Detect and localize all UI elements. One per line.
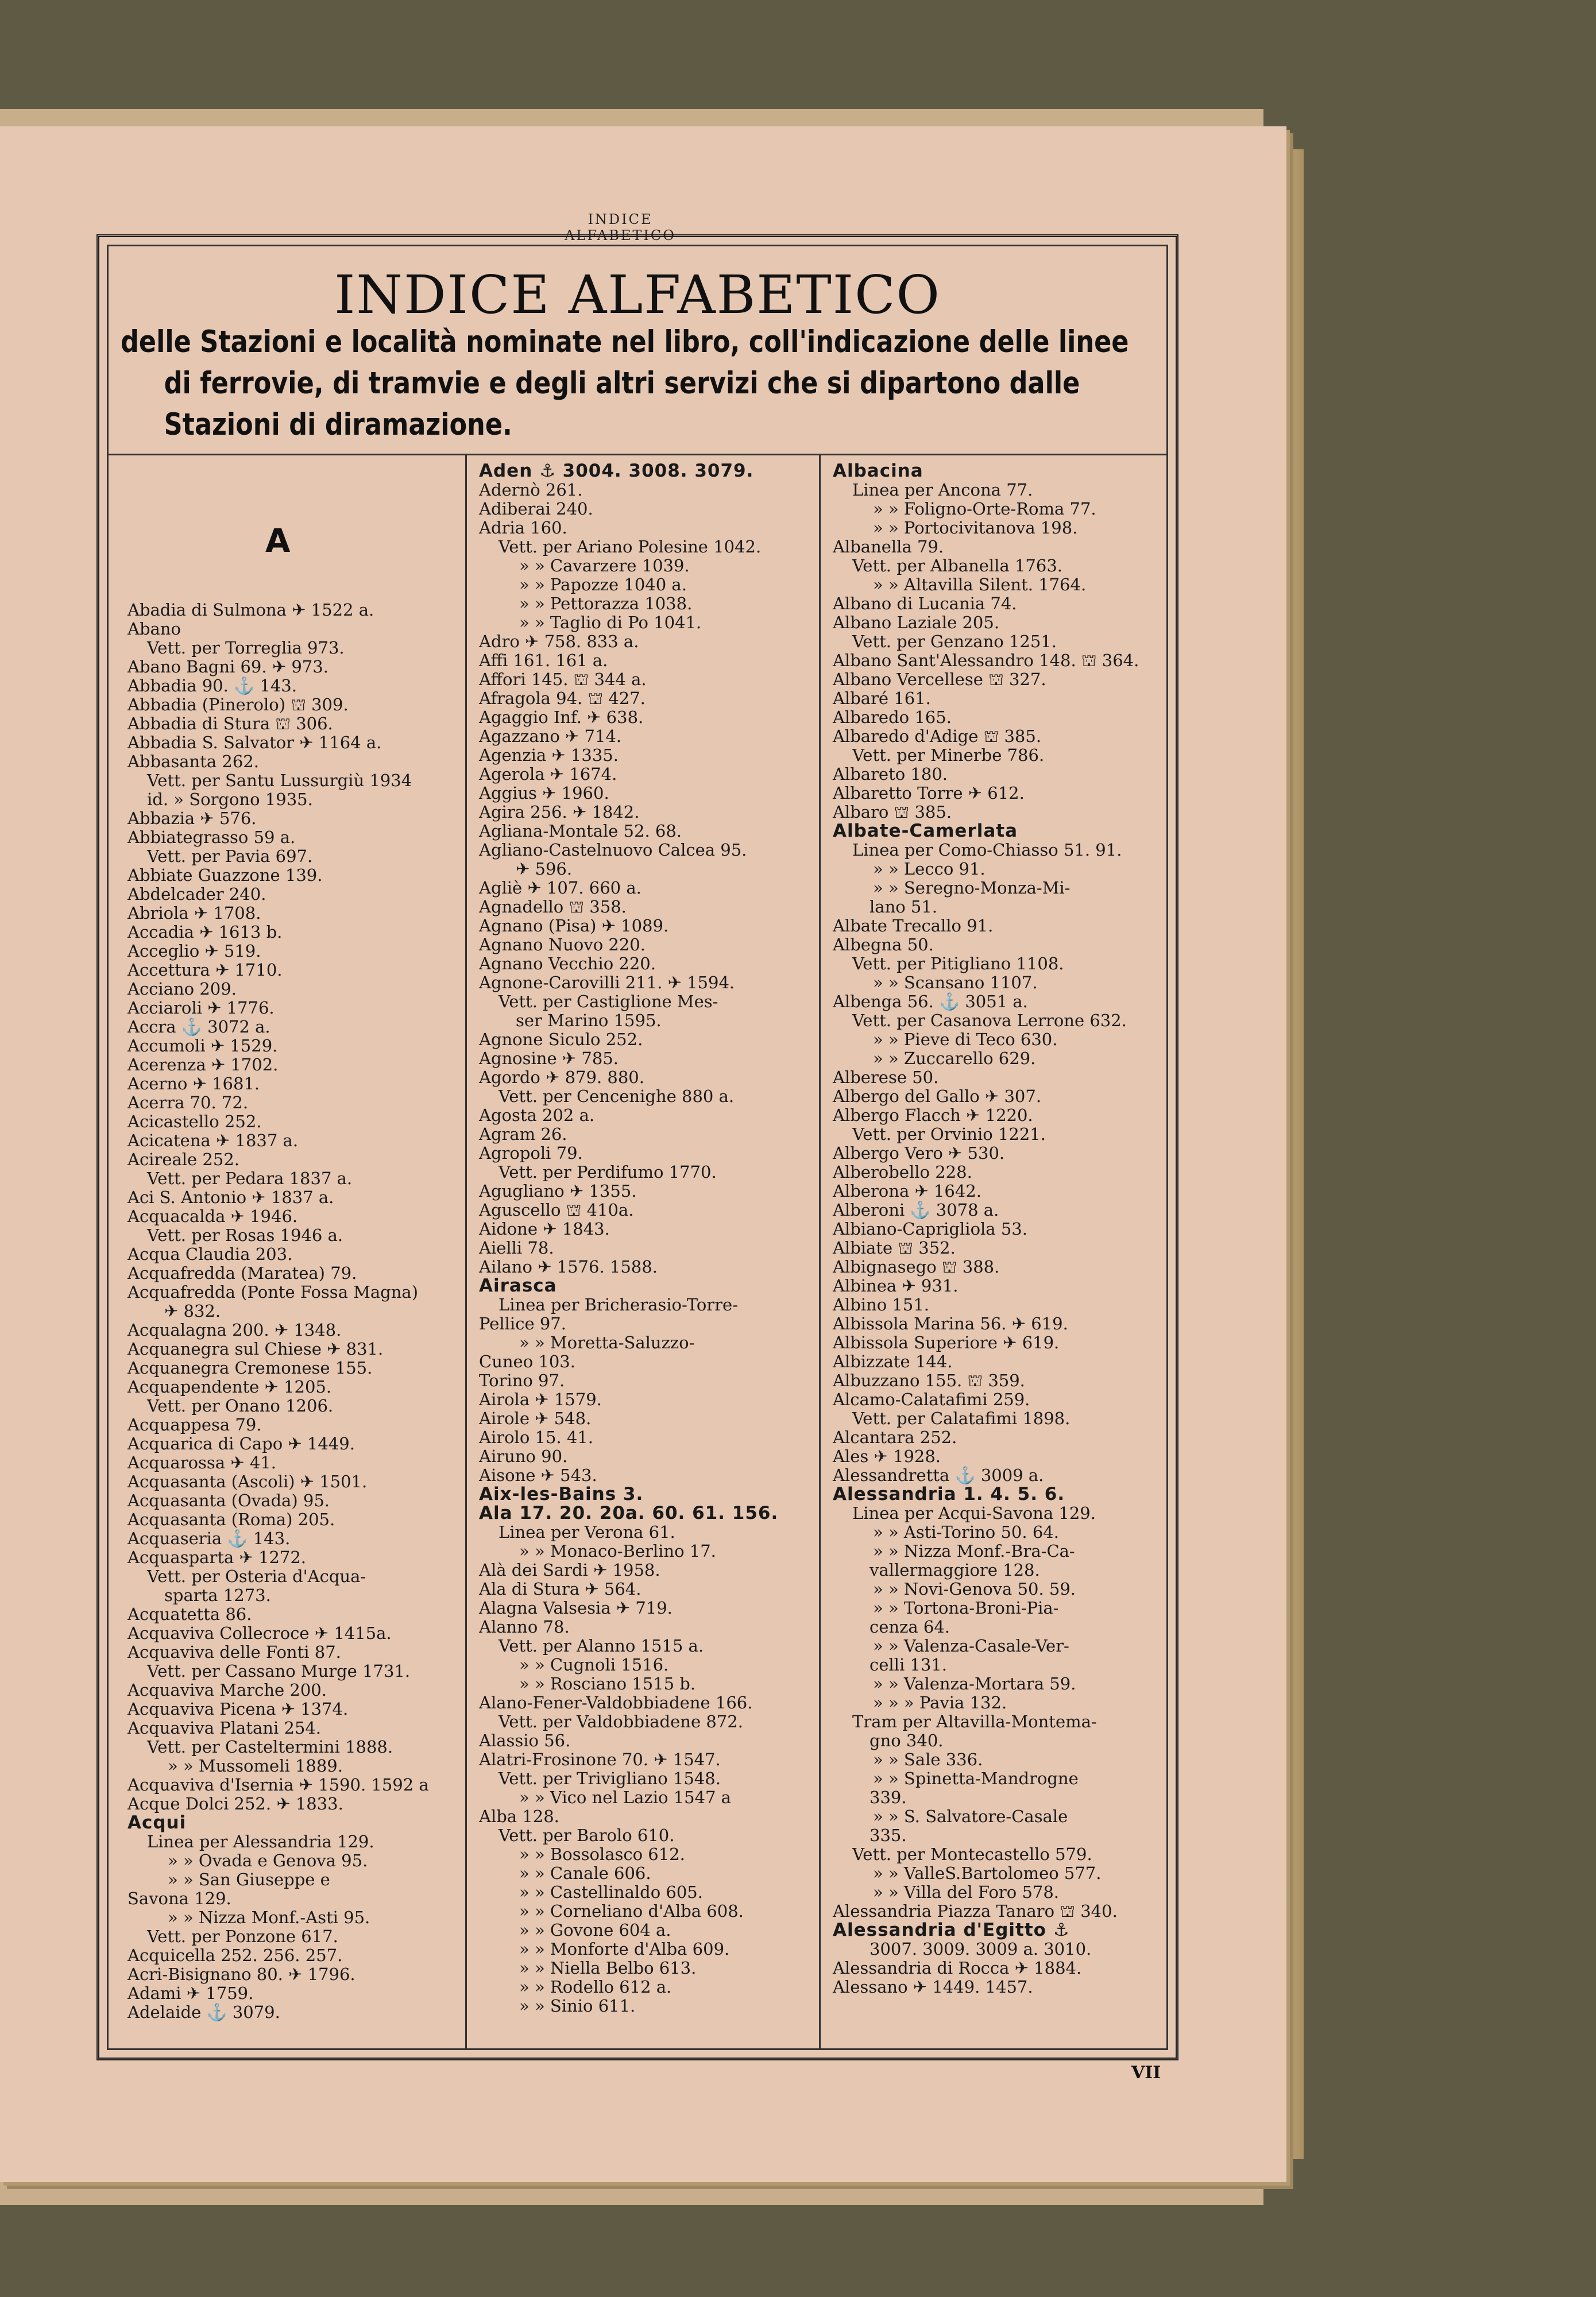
header-rule — [107, 454, 1168, 455]
index-entry: 335. — [870, 1826, 907, 1845]
index-entry: Vett. per Ponzone 617. — [147, 1927, 338, 1946]
running-head: INDICE ALFABETICO — [565, 211, 676, 243]
index-entry: Acquaviva Platani 254. — [127, 1718, 322, 1738]
subtitle-line-2: di ferrovie, di tramvie e degli altri servizi che si dipartono dalle — [164, 366, 1080, 401]
index-entry: » » Govone 604 a. — [519, 1920, 671, 1940]
index-entry: Acquasanta (Ovada) 95. — [127, 1491, 330, 1510]
index-entry: » » S. Salvatore-Casale — [873, 1807, 1068, 1826]
index-entry: Agnano Nuovo 220. — [479, 935, 646, 954]
index-entry: Albino 151. — [833, 1295, 929, 1314]
index-entry: Agliana-Montale 52. 68. — [479, 821, 682, 841]
index-entry: Linea per Verona 61. — [498, 1522, 675, 1542]
index-entry: Vett. per Pitigliano 1108. — [852, 954, 1064, 973]
index-entry: Abano — [127, 619, 181, 639]
index-entry: Acque Dolci 252. ✈ 1833. — [127, 1794, 343, 1813]
index-entry: Adro ✈ 758. 833 a. — [479, 632, 639, 651]
index-entry: Agram 26. — [479, 1124, 567, 1144]
index-entry: Linea per Como-Chiasso 51. 91. — [852, 840, 1122, 860]
index-entry: » » Lecco 91. — [873, 859, 986, 879]
index-entry: Savona 129. — [127, 1889, 231, 1908]
index-entry: Aisone ✈ 543. — [479, 1465, 597, 1485]
index-entry: Airola ✈ 1579. — [479, 1390, 602, 1409]
index-entry: Acquaviva Marche 200. — [127, 1680, 327, 1700]
index-entry: Vett. per Torreglia 973. — [147, 638, 345, 658]
index-entry: gno 340. — [870, 1731, 944, 1750]
index-entry: Adria 160. — [479, 518, 567, 537]
index-entry: Acquafredda (Maratea) 79. — [127, 1263, 357, 1283]
index-entry: Vett. per Cassano Murge 1731. — [147, 1661, 411, 1681]
index-entry: Vett. per Casteltermini 1888. — [147, 1737, 393, 1757]
index-entry: Accra ⚓ 3072 a. — [127, 1017, 270, 1037]
index-entry: Albegna 50. — [833, 935, 934, 954]
page-number: VII — [1131, 2063, 1161, 2083]
index-entry: Albignasego ⛫ 388. — [833, 1257, 1000, 1277]
index-entry: Alberobello 228. — [833, 1162, 972, 1182]
index-entry: Acceglio ✈ 519. — [127, 941, 261, 961]
index-entry: Acquaseria ⚓ 143. — [127, 1529, 291, 1548]
index-entry: » » Canale 606. — [519, 1863, 651, 1883]
page-subtitle — [121, 322, 1172, 446]
index-entry: » » Rosciano 1515 b. — [519, 1674, 696, 1693]
index-entry: Agosta 202 a. — [479, 1105, 595, 1125]
index-entry: Abbadia (Pinerolo) ⛫ 309. — [127, 695, 349, 714]
index-entry: » » Scansano 1107. — [873, 973, 1038, 992]
index-entry: Alessandria Piazza Tanaro ⛫ 340. — [833, 1901, 1118, 1921]
subtitle-line-1: delle Stazioni e località nominate nel libro, coll'indicazione delle linee — [121, 324, 1129, 359]
index-entry: Albissola Superiore ✈ 619. — [833, 1333, 1060, 1352]
index-entry: 339. — [870, 1788, 907, 1807]
index-entry: Alba 128. — [479, 1807, 559, 1826]
index-entry: lano 51. — [870, 897, 938, 917]
index-entry: » » Corneliano d'Alba 608. — [519, 1901, 744, 1921]
index-entry: Acquafredda (Ponte Fossa Magna) — [127, 1282, 419, 1302]
index-entry: Abadia di Sulmona ✈ 1522 a. — [127, 600, 374, 620]
index-entry: Albano Sant'Alessandro 148. ⛫ 364. — [833, 651, 1139, 670]
index-entry: » » Rodello 612 a. — [519, 1977, 672, 1997]
index-entry: Albiate ⛫ 352. — [833, 1238, 956, 1258]
index-entry: Ailano ✈ 1576. 1588. — [479, 1257, 658, 1277]
index-entry: Acquanegra sul Chiese ✈ 831. — [127, 1339, 384, 1359]
index-entry: » » Valenza-Casale-Ver- — [873, 1636, 1069, 1656]
index-entry: Albaredo d'Adige ⛫ 385. — [833, 726, 1042, 746]
index-entry: Agerola ✈ 1674. — [479, 764, 617, 784]
index-entry: Vett. per Barolo 610. — [498, 1826, 675, 1845]
index-entry: Acerno ✈ 1681. — [127, 1074, 260, 1093]
index-entry: Acquappesa 79. — [127, 1415, 262, 1434]
index-column-1 — [127, 601, 461, 2022]
index-entry: Cuneo 103. — [479, 1352, 575, 1371]
index-entry: Ales ✈ 1928. — [833, 1447, 941, 1466]
section-letter: A — [265, 523, 291, 560]
index-entry: » » Sale 336. — [873, 1750, 983, 1769]
index-entry: Alessandretta ⚓ 3009 a. — [833, 1465, 1044, 1485]
index-entry: Pellice 97. — [479, 1314, 566, 1333]
column-divider-2 — [819, 455, 821, 2050]
index-entry: Acqui — [127, 1812, 187, 1833]
index-entry: Vett. per Ariano Polesine 1042. — [498, 537, 762, 556]
index-entry: Alassio 56. — [479, 1731, 571, 1750]
index-entry: Torino 97. — [479, 1371, 565, 1390]
index-entry: Albareto 180. — [833, 764, 948, 784]
index-entry: Albaredo 165. — [833, 707, 952, 727]
index-entry: ser Marino 1595. — [516, 1011, 662, 1030]
index-entry: Acireale 252. — [127, 1150, 239, 1169]
index-entry: Aden ⚓ 3004. 3008. 3079. — [479, 461, 754, 481]
index-entry: Alà dei Sardi ✈ 1958. — [479, 1560, 660, 1580]
index-entry: Airuno 90. — [479, 1447, 568, 1466]
column-divider-1 — [465, 455, 467, 2050]
index-entry: Albissola Marina 56. ✈ 619. — [833, 1314, 1068, 1333]
index-entry: Agazzano ✈ 714. — [479, 726, 622, 746]
index-entry: Tram per Altavilla-Montema- — [852, 1712, 1097, 1731]
index-entry: » » Tortona-Broni-Pia- — [873, 1598, 1059, 1618]
index-entry: Agnone-Carovilli 211. ✈ 1594. — [479, 973, 735, 992]
index-entry: Affi 161. 161 a. — [479, 651, 608, 670]
index-entry: » » San Giuseppe e — [168, 1870, 330, 1889]
index-entry: vallermaggiore 128. — [870, 1560, 1040, 1580]
index-entry: Linea per Bricherasio-Torre- — [498, 1295, 738, 1314]
index-entry: » » Vico nel Lazio 1547 a — [519, 1788, 731, 1807]
index-entry: » » Ovada e Genova 95. — [168, 1851, 368, 1870]
index-entry: Linea per Ancona 77. — [852, 480, 1033, 500]
index-entry: Abbadia di Stura ⛫ 306. — [127, 714, 333, 733]
index-entry: » » Papozze 1040 a. — [519, 575, 687, 594]
index-entry: » » » Pavia 132. — [873, 1693, 1007, 1712]
index-entry: Vett. per Calatafimi 1898. — [852, 1409, 1071, 1428]
index-entry: Albacina — [833, 461, 923, 481]
index-entry: Acquasparta ✈ 1272. — [127, 1548, 307, 1567]
index-entry: Agenzia ✈ 1335. — [479, 745, 619, 765]
index-entry: Acerra 70. 72. — [127, 1093, 249, 1112]
index-entry: » » Sinio 611. — [519, 1996, 636, 2016]
index-entry: Agliè ✈ 107. 660 a. — [479, 878, 642, 898]
index-entry: Albano di Lucania 74. — [833, 594, 1017, 613]
index-entry: Vett. per Trivigliano 1548. — [498, 1769, 721, 1788]
index-entry: Acciano 209. — [127, 979, 237, 999]
index-entry: Acicatena ✈ 1837 a. — [127, 1131, 299, 1150]
index-entry: Albenga 56. ⚓ 3051 a. — [833, 992, 1028, 1011]
index-entry: ✈ 832. — [164, 1301, 221, 1321]
index-entry: Acquatetta 86. — [127, 1604, 252, 1624]
index-entry: Vett. per Pavia 697. — [147, 846, 313, 866]
index-entry: Acquarica di Capo ✈ 1449. — [127, 1434, 355, 1453]
index-entry: Alessandria 1. 4. 5. 6. — [833, 1484, 1065, 1505]
index-entry: Afragola 94. ⛫ 427. — [479, 689, 646, 708]
index-entry: Adernò 261. — [479, 480, 583, 500]
index-entry: Acquaviva d'Isernia ✈ 1590. 1592 a — [127, 1775, 429, 1795]
index-entry: Alessandria d'Egitto ⚓ — [833, 1920, 1070, 1940]
index-entry: Agira 256. ✈ 1842. — [479, 802, 640, 822]
page-title: INDICE ALFABETICO — [334, 264, 941, 326]
index-entry: Albano Vercellese ⛫ 327. — [833, 670, 1046, 689]
index-entry: Abdelcader 240. — [127, 884, 266, 904]
index-entry: Albano Laziale 205. — [833, 613, 1000, 632]
index-entry: » » Niella Belbo 613. — [519, 1958, 697, 1978]
index-entry: » » Villa del Foro 578. — [873, 1882, 1060, 1902]
index-entry: Acicastello 252. — [127, 1112, 262, 1131]
index-entry: Albergo Vero ✈ 530. — [833, 1143, 1005, 1163]
index-entry: Airasca — [479, 1275, 557, 1296]
index-entry: Vett. per Minerbe 786. — [852, 745, 1045, 765]
index-entry: Vett. per Alanno 1515 a. — [498, 1636, 704, 1656]
index-entry: Alatri-Frosinone 70. ✈ 1547. — [479, 1750, 721, 1769]
index-entry: Acerenza ✈ 1702. — [127, 1055, 279, 1074]
index-entry: Acquacalda ✈ 1946. — [127, 1206, 298, 1226]
index-entry: » » Seregno-Monza-Mi- — [873, 878, 1071, 898]
index-entry: Acquanegra Cremonese 155. — [127, 1358, 373, 1378]
index-entry: Acquaviva Picena ✈ 1374. — [127, 1699, 349, 1719]
index-entry: Acquarossa ✈ 41. — [127, 1453, 276, 1472]
index-entry: Acqua Claudia 203. — [127, 1244, 293, 1264]
index-entry: Abbazia ✈ 576. — [127, 809, 257, 828]
index-entry: Airole ✈ 548. — [479, 1409, 592, 1428]
index-entry: Abriola ✈ 1708. — [127, 903, 261, 923]
index-entry: Accadia ✈ 1613 b. — [127, 922, 283, 942]
index-entry: sparta 1273. — [164, 1586, 271, 1605]
index-entry: Vett. per Perdifumo 1770. — [498, 1162, 717, 1182]
index-entry: Adelaide ⚓ 3079. — [127, 2002, 280, 2022]
index-entry: Vett. per Albanella 1763. — [852, 556, 1062, 575]
index-entry: Vett. per Santu Lussurgiù 1934 — [147, 771, 412, 790]
index-entry: Albanella 79. — [833, 537, 944, 556]
index-entry: » » Nizza Monf.-Asti 95. — [168, 1908, 370, 1927]
index-entry: » » Taglio di Po 1041. — [519, 613, 702, 632]
index-entry: Vett. per Rosas 1946 a. — [147, 1225, 343, 1245]
index-entry: » » Bossolasco 612. — [519, 1844, 685, 1864]
index-entry: Abbiate Guazzone 139. — [127, 865, 323, 885]
index-entry: Agnone Siculo 252. — [479, 1030, 643, 1049]
index-entry: Airolo 15. 41. — [479, 1428, 593, 1447]
index-entry: Acquasanta (Ascoli) ✈ 1501. — [127, 1472, 368, 1491]
index-entry: Albergo del Gallo ✈ 307. — [833, 1086, 1042, 1106]
index-entry: » » Monforte d'Alba 609. — [519, 1939, 730, 1959]
index-entry: Linea per Alessandria 129. — [147, 1832, 374, 1851]
index-entry: Vett. per Orvinio 1221. — [852, 1124, 1046, 1144]
index-entry: Alcantara 252. — [833, 1428, 957, 1447]
index-entry: Alberona ✈ 1642. — [833, 1181, 981, 1201]
index-entry: » » Zuccarello 629. — [873, 1049, 1036, 1068]
index-entry: Acquicella 252. 256. 257. — [127, 1946, 343, 1965]
index-entry: Vett. per Pedara 1837 a. — [147, 1169, 353, 1188]
index-entry: » » Pettorazza 1038. — [519, 594, 693, 613]
index-entry: celli 131. — [870, 1655, 948, 1675]
index-entry: Vett. per Castiglione Mes- — [498, 992, 718, 1011]
index-entry: Aggius ✈ 1960. — [479, 783, 609, 803]
index-entry: Alanno 78. — [479, 1617, 570, 1637]
index-entry: » » Castellinaldo 605. — [519, 1882, 703, 1902]
index-entry: Acquapendente ✈ 1205. — [127, 1377, 332, 1397]
index-entry: Acciaroli ✈ 1776. — [127, 998, 275, 1018]
index-entry: Ala 17. 20. 20a. 60. 61. 156. — [479, 1503, 779, 1523]
index-entry: Linea per Acqui-Savona 129. — [852, 1503, 1096, 1523]
index-column-3 — [833, 462, 1166, 1997]
index-entry: » » Nizza Monf.-Bra-Ca- — [873, 1541, 1075, 1561]
index-entry: Vett. per Onano 1206. — [147, 1396, 334, 1416]
index-entry: Acri-Bisignano 80. ✈ 1796. — [127, 1965, 355, 1984]
index-entry: Vett. per Valdobbiadene 872. — [498, 1712, 743, 1731]
index-entry: Albizzate 144. — [833, 1352, 953, 1371]
index-entry: » » Cavarzere 1039. — [519, 556, 690, 575]
index-entry: Abano Bagni 69. ✈ 973. — [127, 657, 329, 676]
index-entry: Abbiategrasso 59 a. — [127, 827, 296, 847]
index-entry: Adami ✈ 1759. — [127, 1983, 254, 2003]
index-entry: Albate-Camerlata — [833, 821, 1018, 841]
index-entry: Vett. per Casanova Lerrone 632. — [852, 1011, 1127, 1030]
index-entry: » » Pieve di Teco 630. — [873, 1030, 1058, 1049]
index-entry: Alberoni ⚓ 3078 a. — [833, 1200, 999, 1220]
index-entry: Agnadello ⛫ 358. — [479, 897, 627, 917]
index-entry: Agaggio Inf. ✈ 638. — [479, 707, 644, 727]
index-entry: Abbadia S. Salvator ✈ 1164 a. — [127, 733, 382, 752]
index-entry: Albaretto Torre ✈ 612. — [833, 783, 1025, 803]
index-entry: Albate Trecallo 91. — [833, 916, 994, 935]
index-entry: » » ValleS.Bartolomeo 577. — [873, 1863, 1102, 1883]
index-entry: Albaro ⛫ 385. — [833, 802, 952, 822]
index-entry: Ala di Stura ✈ 564. — [479, 1579, 642, 1599]
index-entry: Agnosine ✈ 785. — [479, 1049, 619, 1068]
index-entry: Albaré 161. — [833, 689, 931, 708]
index-entry: 3007. 3009. 3009 a. 3010. — [870, 1939, 1092, 1959]
index-entry: Aix-les-Bains 3. — [479, 1484, 644, 1505]
index-entry: Acqualagna 200. ✈ 1348. — [127, 1320, 342, 1340]
index-entry: Aguscello ⛫ 410a. — [479, 1200, 634, 1220]
index-entry: Accumoli ✈ 1529. — [127, 1036, 278, 1055]
index-entry: Vett. per Cencenighe 880 a. — [498, 1086, 735, 1106]
index-entry: » » Mussomeli 1889. — [168, 1756, 343, 1776]
index-entry: Alagna Valsesia ✈ 719. — [479, 1598, 673, 1618]
index-entry: Vett. per Montecastello 579. — [852, 1844, 1092, 1864]
index-entry: Albiano-Caprigliola 53. — [833, 1219, 1027, 1239]
index-entry: » » Cugnoli 1516. — [519, 1655, 669, 1675]
index-entry: » » Moretta-Saluzzo- — [519, 1333, 695, 1352]
index-entry: » » Novi-Genova 50. 59. — [873, 1579, 1076, 1599]
index-entry: Alberese 50. — [833, 1068, 939, 1087]
index-entry: » » Asti-Torino 50. 64. — [873, 1522, 1059, 1542]
index-entry: Vett. per Osteria d'Acqua- — [147, 1567, 366, 1586]
index-entry: » » Foligno-Orte-Roma 77. — [873, 499, 1096, 519]
index-entry: Aci S. Antonio ✈ 1837 a. — [127, 1188, 334, 1207]
index-entry: Acquasanta (Roma) 205. — [127, 1510, 335, 1529]
subtitle-line-3: Stazioni di diramazione. — [164, 407, 512, 442]
index-entry: » » Portocivitanova 198. — [873, 518, 1078, 537]
index-entry: Aielli 78. — [479, 1238, 554, 1258]
index-entry: Abbadia 90. ⚓ 143. — [127, 676, 297, 695]
index-entry: Agropoli 79. — [479, 1143, 583, 1163]
index-entry: » » Monaco-Berlino 17. — [519, 1541, 716, 1561]
index-entry: Acquaviva Collecroce ✈ 1415a. — [127, 1623, 392, 1643]
index-entry: Agnano (Pisa) ✈ 1089. — [479, 916, 669, 935]
index-entry: Alano-Fener-Valdobbiadene 166. — [479, 1693, 753, 1712]
index-entry: Albinea ✈ 931. — [833, 1276, 959, 1296]
index-entry: Vett. per Genzano 1251. — [852, 632, 1057, 651]
index-entry: Alessano ✈ 1449. 1457. — [833, 1977, 1033, 1997]
index-entry: ✈ 596. — [516, 859, 573, 879]
index-entry: Abbasanta 262. — [127, 752, 259, 771]
index-entry: Accettura ✈ 1710. — [127, 960, 283, 980]
index-entry: Agugliano ✈ 1355. — [479, 1181, 637, 1201]
index-entry: Aidone ✈ 1843. — [479, 1219, 610, 1239]
index-entry: Albergo Flacch ✈ 1220. — [833, 1105, 1033, 1125]
index-entry: Agnano Vecchio 220. — [479, 954, 656, 973]
index-entry: Alessandria di Rocca ✈ 1884. — [833, 1958, 1082, 1978]
index-column-2 — [479, 462, 812, 2016]
index-entry: » » Altavilla Silent. 1764. — [873, 575, 1087, 594]
index-entry: Albuzzano 155. ⛫ 359. — [833, 1371, 1025, 1390]
index-entry: » » Valenza-Mortara 59. — [873, 1674, 1076, 1693]
index-entry: id. » Sorgono 1935. — [147, 790, 313, 809]
index-entry: Alcamo-Calatafimi 259. — [833, 1390, 1030, 1409]
index-entry: Agliano-Castelnuovo Calcea 95. — [479, 840, 747, 860]
index-entry: Adiberai 240. — [479, 499, 593, 519]
index-entry: cenza 64. — [870, 1617, 950, 1637]
index-entry: Acquaviva delle Fonti 87. — [127, 1642, 341, 1662]
index-entry: Affori 145. ⛫ 344 a. — [479, 670, 647, 689]
index-entry: » » Spinetta-Mandrogne — [873, 1769, 1079, 1788]
index-entry: Agordo ✈ 879. 880. — [479, 1068, 644, 1087]
